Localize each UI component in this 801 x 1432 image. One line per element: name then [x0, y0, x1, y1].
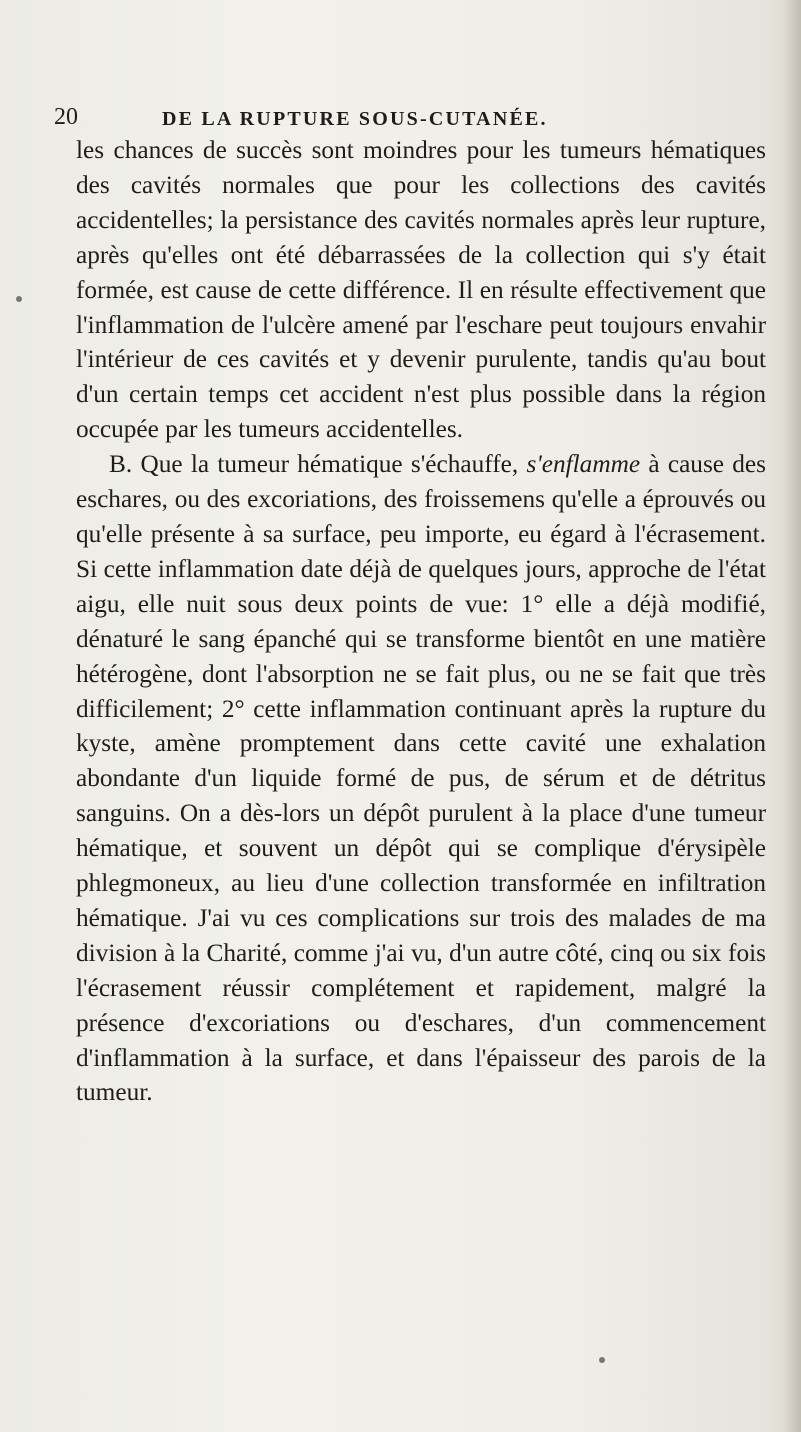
ink-speck: [16, 296, 22, 302]
ink-speck: [599, 1357, 605, 1363]
page-edge-shadow: [783, 0, 801, 1432]
paragraph-2: [76, 447, 766, 1110]
page-number: 20: [54, 104, 78, 130]
body-text: [76, 133, 766, 1110]
paragraph-2-lead: B. Que la tumeur hématique s'échauffe,: [109, 450, 527, 479]
paragraph-1: les chances de succès sont moindres pour les tumeurs hématiques des cavités normales que pour les collections des cavités accidentelles; la persistance des cavités normales après leur rupture, après qu'elles ont été débarrassées de la collection qui s'y était formée, est cause de cette différence. Il en résulte effectivement que l'inflammation de l'ulcère amené par l'eschare peut toujours envahir l'intérieur de ces cavités et y devenir purulente, tandis qu'au bout d'un certain temps cet accident n'est plus possible dans la région occupée par les tumeurs accidentelles.: [76, 136, 766, 444]
paragraph-2-rest: à cause des eschares, ou des excoriations, des froissemens qu'elle a éprouvés ou qu'elle présente à sa surface, peu importe, eu égard à l'écrasement. Si cette inflammation date déjà de quelques jours, approche de l'état aigu, elle nuit sous deux points de vue: 1° elle a déjà modifié, dénaturé le sang épanché qui se transforme bientôt en une matière hétérogène, dont l'absorption ne se fait plus, ou ne se fait que très difficilement; 2° cette inflammation continuant après la rupture du kyste, amène promptement dans cette cavité une exhalation abondante d'un liquide formé de pus, de sérum et de détritus sanguins. On a dès-lors un dépôt purulent à la place d'une tumeur hématique, et souvent un dépôt qui se complique d'érysipèle phlegmoneux, au lieu d'une collection transformée en infiltration hématique. J'ai vu ces complications sur trois des malades de ma division à la Charité, comme j'ai vu, d'un autre côté, cinq ou six fois l'écrasement réussir complétement et rapidement, malgré la présence d'excoriations ou d'eschares, d'un commencement d'inflammation à la surface, et dans l'épaisseur des parois de la tumeur.: [76, 450, 766, 1107]
paragraph-2-italic-term: s'enflamme: [526, 450, 641, 479]
running-title: DE LA RUPTURE SOUS-CUTANÉE.: [162, 108, 548, 130]
